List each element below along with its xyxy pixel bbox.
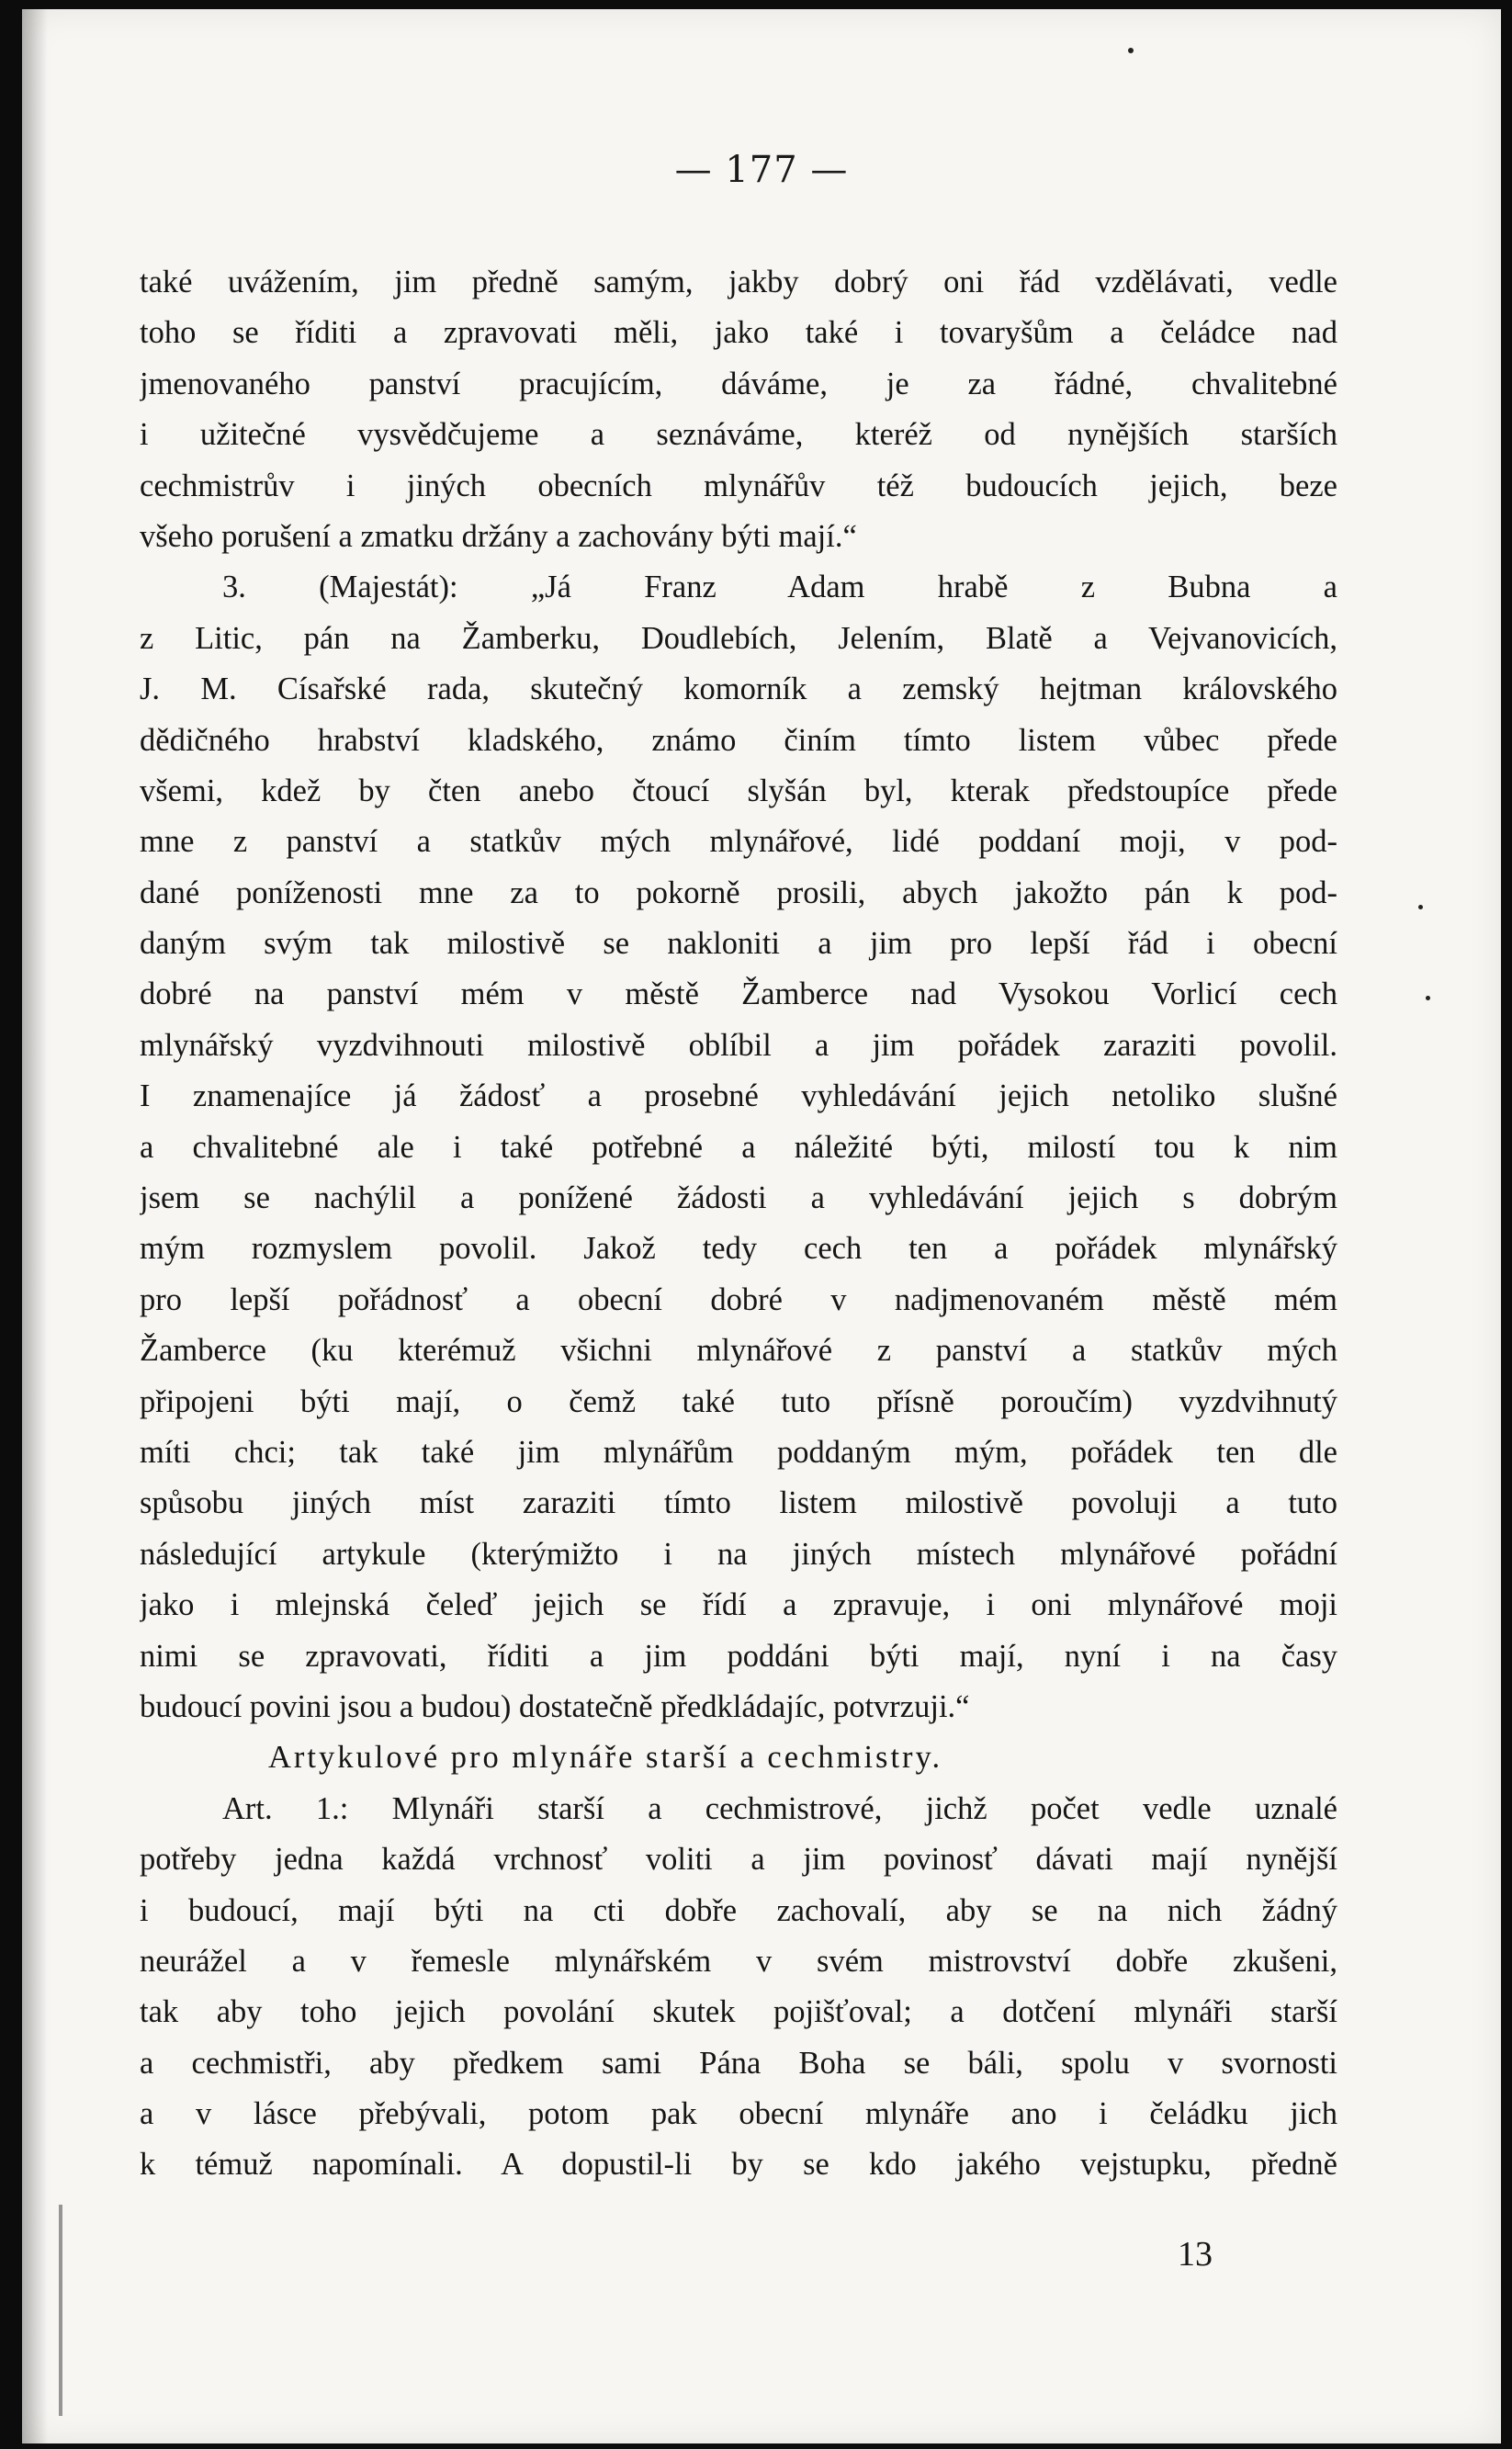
text-line: jmenovaného panství pracujícím, dáváme, je za řádné, chvalitebné (140, 366, 1337, 401)
text-line: J. M. Císařské rada, skutečný komorník a zemský hejtman královského (140, 672, 1337, 707)
text-line: následující artykule (kterýmižto i na jiných místech mlynářové pořádní (140, 1536, 1337, 1572)
signature-mark: 13 (1178, 2235, 1213, 2274)
book-page (22, 9, 1501, 2443)
text-line: z Litic, pán na Žamberku, Doudlebích, Jelením, Blatě a Vejvanovicích, (140, 620, 1337, 656)
body-text (140, 257, 1337, 2191)
text-line: připojeni býti mají, o čemž také tuto přísně poroučím) vyzdvihnutý (140, 1383, 1337, 1419)
text-line: potřeby jedna každá vrchnosť voliti a jim povinosť dávati mají nynější (140, 1842, 1337, 1878)
text-line: mlynářský vyzdvihnouti milostivě oblíbil a jim pořádek zaraziti povolil. (140, 1027, 1337, 1063)
ink-speck (1418, 905, 1423, 909)
text-line: mým rozmyslem povolil. Jakož tedy cech ten a pořádek mlynářský (140, 1231, 1337, 1267)
text-line: mne z panství a statkův mých mlynářové, lidé poddaní moji, v pod- (140, 824, 1337, 860)
text-line: I znamenajíce já žádosť a prosebné vyhledávání jejich netoliko slušné (140, 1078, 1337, 1114)
text-line: dobré na panství mém v městě Žamberce nad Vysokou Vorlicí cech (140, 976, 1337, 1012)
text-line: také uvážením, jim předně samým, jakby dobrý oni řád vzdělávati, vedle (140, 265, 1337, 299)
ink-speck (1426, 996, 1430, 1000)
page-number: — 177 — (674, 149, 849, 191)
text-line: daným svým tak milostivě se nakloniti a jim pro lepší řád i obecní (140, 926, 1337, 962)
text-line: spůsobu jiných míst zaraziti tímto listem milostivě povoluji a tuto (140, 1485, 1337, 1521)
text-line: míti chci; tak také jim mlynářům poddaným mým, pořádek ten dle (140, 1434, 1337, 1470)
text-line: a v lásce přebývali, potom pak obecní mlynáře ano i čeládku jich (140, 2096, 1337, 2132)
text-line: dědičného hrabství kladského, známo činím tímto listem vůbec přede (140, 722, 1337, 758)
text-line: jsem se nachýlil a ponížené žádosti a vyhledávání jejich s dobrým (140, 1180, 1337, 1216)
text-line: toho se říditi a zpravovati měli, jako také i tovaryšům a čeládce nad (140, 315, 1337, 351)
text-line: cechmistrův i jiných obecních mlynářův též budoucích jejich, beze (140, 468, 1337, 503)
text-line: i užitečné vysvědčujeme a seznáváme, kteréž od nynějších starších (140, 417, 1337, 453)
text-line: i budoucí, mají býti na cti dobře zachovalí, aby se na nich žádný (140, 1892, 1337, 1928)
binding-mark (59, 2205, 62, 2416)
text-line: a cechmistři, aby předkem sami Pána Boha se báli, spolu v svornosti (140, 2045, 1337, 2081)
ink-speck (1128, 48, 1134, 53)
text-line: jako i mlejnská čeleď jejich se řídí a zpravuje, i oni mlynářové moji (140, 1587, 1337, 1623)
text-line: k témuž napomínali. A dopustil-li by se kdo jakého vejstupku, předně (140, 2147, 1337, 2183)
text-line: všemi, kdež by čten anebo čtoucí slyšán byl, kterak předstoupíce přede (140, 773, 1337, 808)
text-line: a chvalitebné ale i také potřebné a náležité býti, milostí tou k nim (140, 1129, 1337, 1165)
text-line: všeho porušení a zmatku držány a zachovány býti mají.“ (140, 518, 857, 554)
text-line: neurážel a v řemesle mlynářském v svém mistrovství dobře zkušeni, (140, 1943, 1337, 1979)
text-line: 3. (Majestát): „Já Franz Adam hrabě z Bubna a (222, 570, 1337, 605)
section-heading: Artykulové pro mlynáře starší a cechmistry. (268, 1740, 943, 1776)
text-line: budoucí povini jsou a budou) dostatečně předkládajíc, potvrzuji.“ (140, 1688, 970, 1724)
text-line: pro lepší pořádnosť a obecní dobré v nadjmenovaném městě mém (140, 1281, 1337, 1317)
text-line: tak aby toho jejich povolání skutek pojišťoval; a dotčení mlynáři starší (140, 1994, 1337, 2030)
text-line: Žamberce (ku kterémuž všichni mlynářové z panství a statkův mých (140, 1333, 1337, 1369)
text-line: nimi se zpravovati, říditi a jim poddáni býti mají, nyní i na časy (140, 1638, 1337, 1674)
text-line: dané poníženosti mne za to pokorně prosili, abych jakožto pán k pod- (140, 875, 1337, 910)
text-line: Art. 1.: Mlynáři starší a cechmistrové, jichž počet vedle uznalé (222, 1790, 1337, 1826)
